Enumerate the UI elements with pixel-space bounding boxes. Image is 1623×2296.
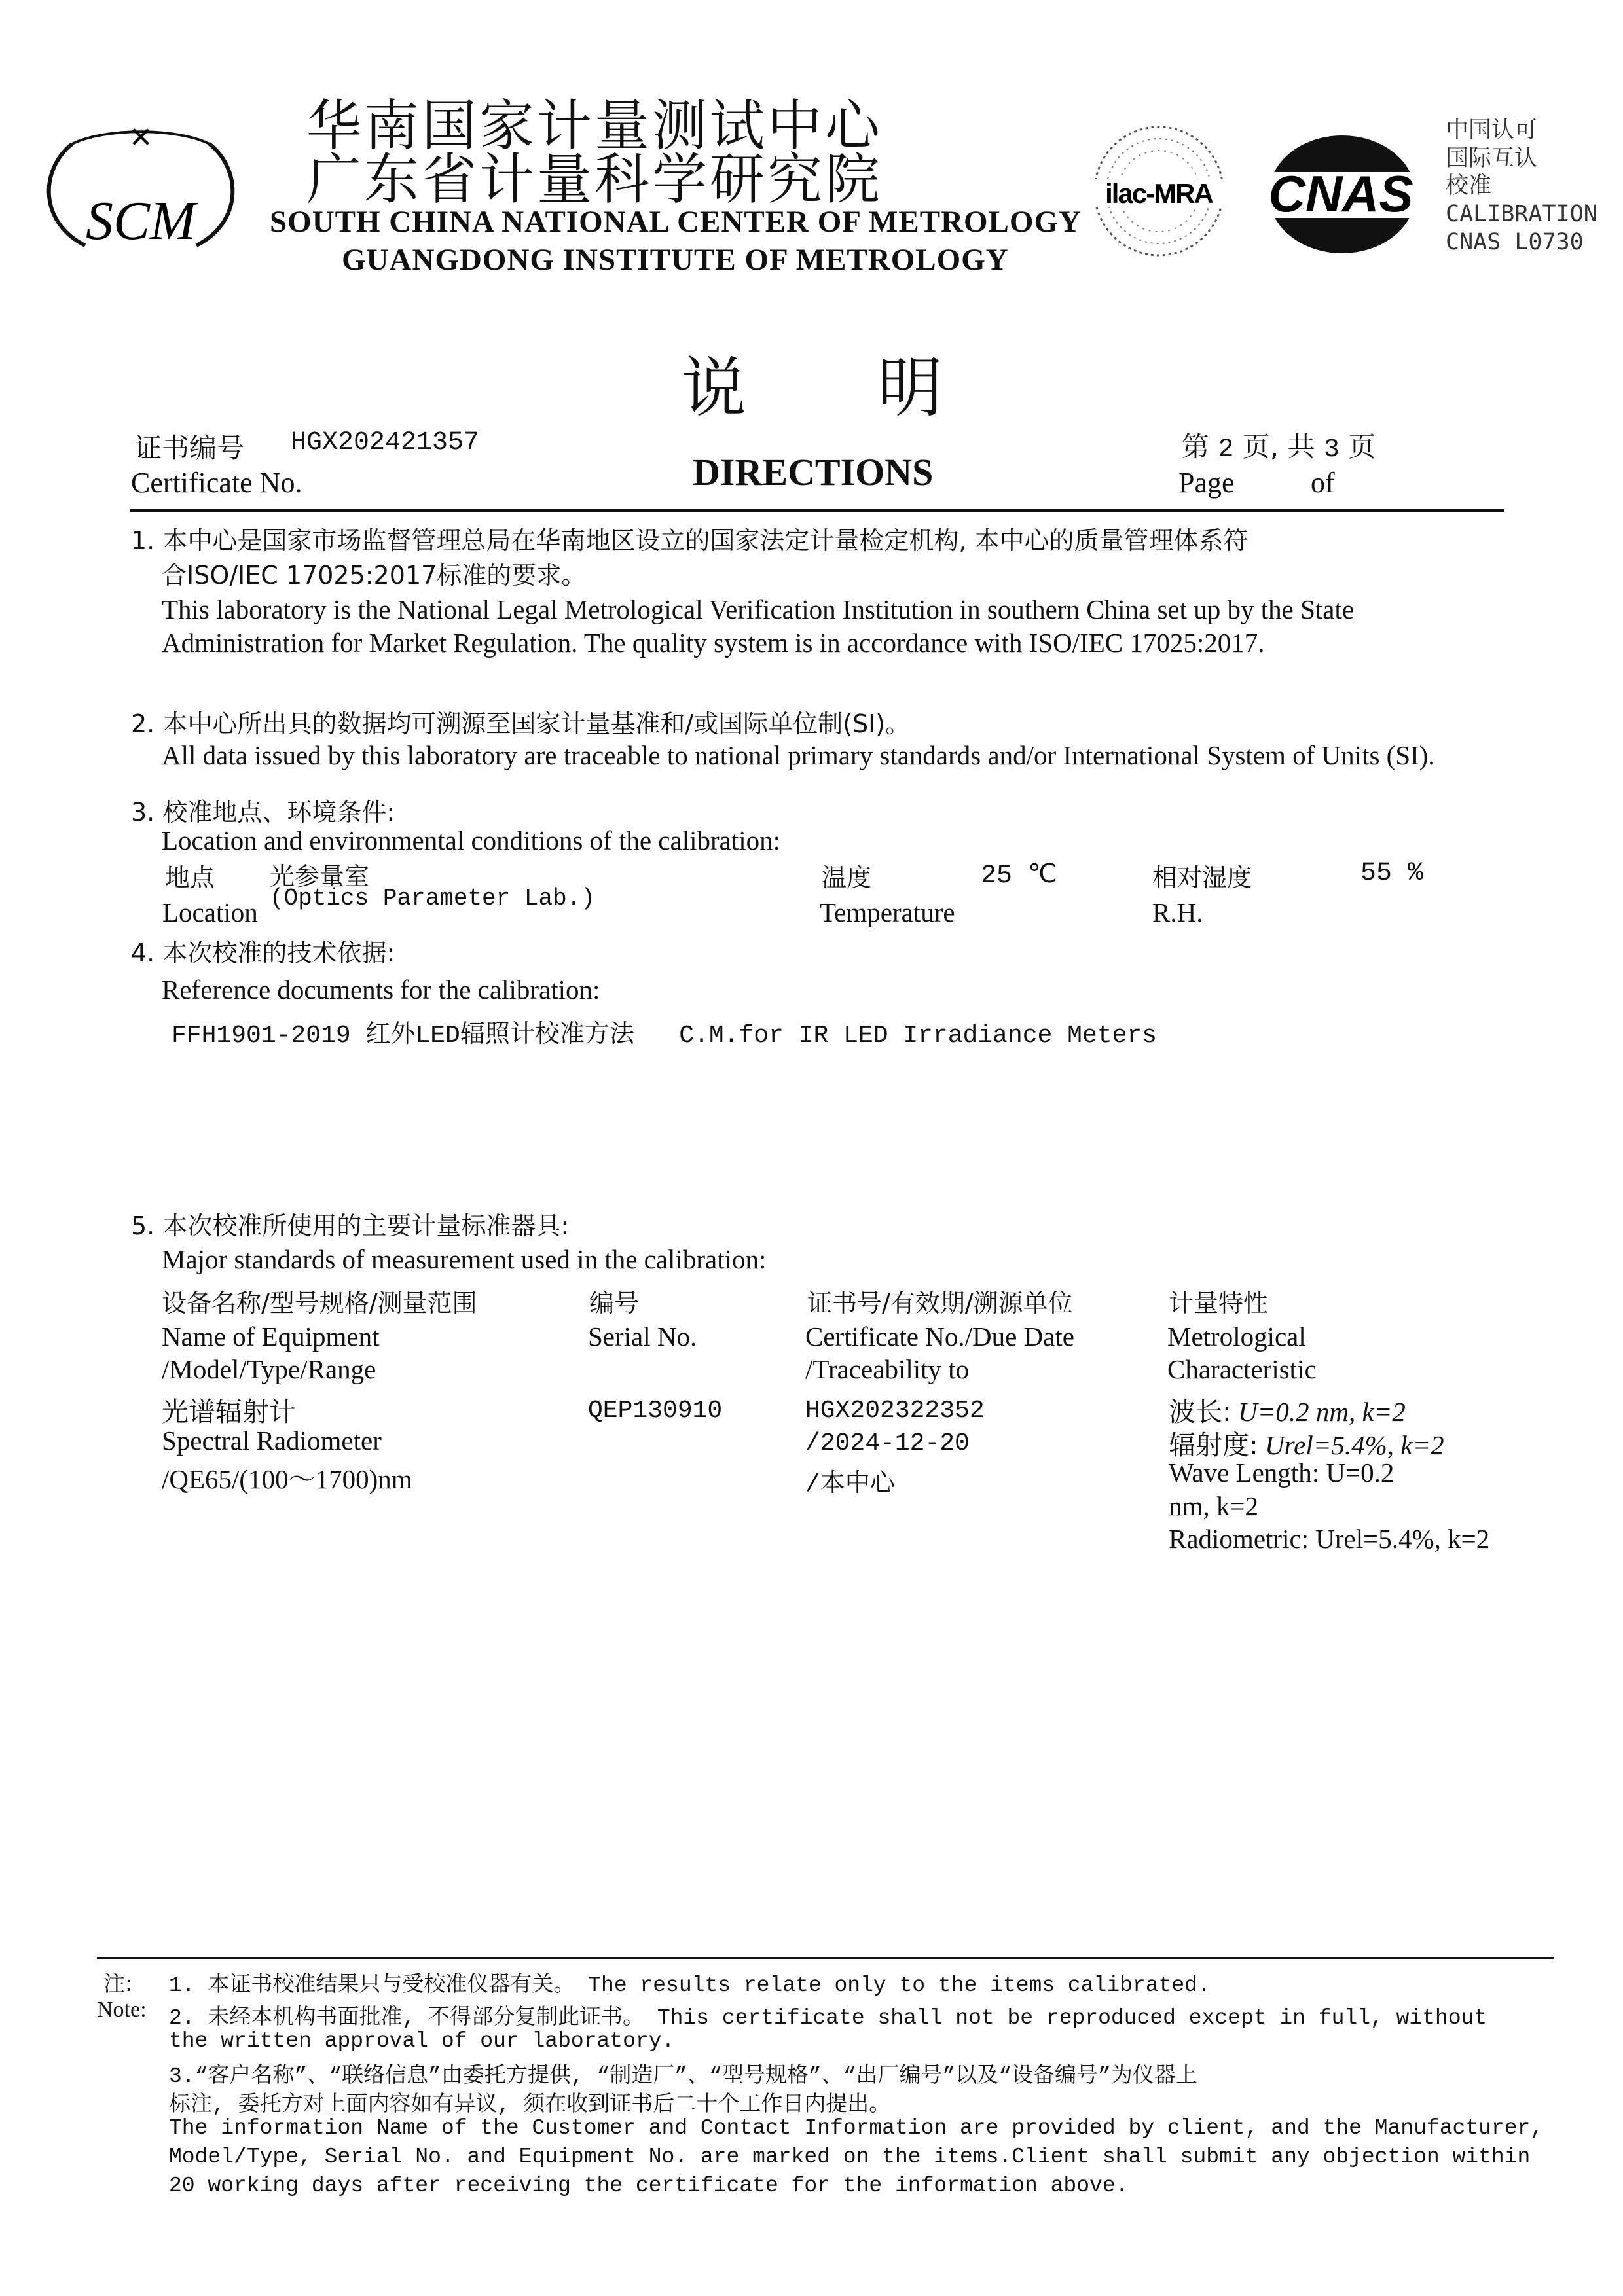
- characteristic-line-5: Radiometric: Urel=5.4%, k=2: [1169, 1524, 1490, 1554]
- of-label-en: of: [1311, 467, 1335, 499]
- cnas-line-2: 国际互认: [1446, 145, 1538, 171]
- temperature-label-zh: 温度: [822, 863, 872, 892]
- equipment-name-zh: 光谱辐射计: [162, 1396, 296, 1427]
- cnas-accreditation-text: [1446, 117, 1597, 256]
- location-value-zh: 光参量室: [270, 862, 370, 891]
- col-header-serial-en: Serial No.: [588, 1321, 697, 1352]
- certificate-number: HGX202322352: [805, 1397, 985, 1425]
- characteristic-line-3: Wave Length: U=0.2: [1169, 1458, 1395, 1488]
- location-label-en: Location: [162, 897, 258, 927]
- title-divider: [130, 509, 1504, 512]
- scm-logo-text: SCM: [86, 190, 196, 251]
- humidity-label-zh: 相对湿度: [1152, 863, 1252, 892]
- section-3-zh: 3. 校准地点、环境条件:: [131, 798, 395, 827]
- notes-label-en: Note:: [97, 1998, 147, 2022]
- col-header-equipment-en-2: /Model/Type/Range: [162, 1354, 376, 1384]
- cert-label-zh: 证书编号: [134, 432, 245, 464]
- equipment-name-en: Spectral Radiometer: [162, 1426, 382, 1456]
- col-header-characteristic-en-1: Metrological: [1167, 1321, 1306, 1352]
- ilac-mra-text: ilac-MRA: [1105, 178, 1213, 209]
- humidity-value: 55 %: [1360, 859, 1424, 888]
- svg-text:✕: ✕: [128, 121, 153, 154]
- cnas-logo: [1244, 121, 1434, 272]
- characteristic-2-value: Urel=5.4%, k=2: [1265, 1430, 1444, 1460]
- cnas-line-4: CALIBRATION: [1446, 201, 1597, 228]
- location-label-zh: 地点: [165, 863, 215, 892]
- page-current: 2: [1218, 435, 1234, 465]
- temperature-label-en: Temperature: [820, 897, 955, 927]
- characteristic-1-label: 波长:: [1169, 1396, 1231, 1427]
- cnas-line-5: CNAS L0730: [1446, 228, 1584, 255]
- page-label-1: 第: [1182, 431, 1210, 463]
- col-header-certificate-en-1: Certificate No./Due Date: [805, 1321, 1074, 1352]
- cert-number: HGX202421357: [291, 428, 480, 457]
- temperature-value: 25 ℃: [981, 861, 1057, 891]
- note-3-line-5: 20 working days after receiving the certificate for the information above.: [169, 2174, 1129, 2198]
- section-4-zh: 4. 本次校准的技术依据:: [131, 939, 395, 967]
- col-header-characteristic-zh: 计量特性: [1169, 1289, 1269, 1318]
- equipment-model-range: /QE65/(100～1700)nm: [162, 1464, 412, 1494]
- section-1-en-line-1: This laboratory is the National Legal Metrological Verification Institution in southern China set up by the State: [162, 594, 1355, 624]
- reference-document: FFH1901-2019 红外LED辐照计校准方法 C.M.for IR LED Irradiance Meters: [172, 1022, 1157, 1050]
- characteristic-line-4: nm, k=2: [1169, 1491, 1259, 1521]
- note-3-line-3: The information Name of the Customer and Contact Information are provided by client, and the Manufacturer,: [169, 2116, 1544, 2140]
- traceability: /本中心: [805, 1471, 895, 1499]
- section-1-en-line-2: Administration for Market Regulation. The quality system is in accordance with ISO/IEC 17025:2017.: [162, 628, 1265, 658]
- col-header-equipment-en-1: Name of Equipment: [162, 1321, 380, 1352]
- humidity-label-en: R.H.: [1152, 897, 1203, 927]
- note-2-continued: the written approval of our laboratory.: [169, 2029, 675, 2053]
- institute-name-en-2: GUANGDONG INSTITUTE OF METROLOGY: [342, 243, 1009, 277]
- characteristic-1-value: U=0.2 nm, k=2: [1238, 1397, 1406, 1427]
- page-title-zh: 说 明: [681, 350, 943, 426]
- note-3-line-4: Model/Type, Serial No. and Equipment No. are marked on the items.Client shall submit any objection within: [169, 2145, 1531, 2169]
- notes-divider: [97, 1957, 1554, 1959]
- note-3: 3.“客户名称”、“联络信息”由委托方提供, “制造厂”、“型号规格”、“出厂编号”以及“设备编号”为仪器上: [169, 2064, 1197, 2089]
- note-3-line-2: 标注, 委托方对上面内容如有异议, 须在收到证书后二十个工作日内提出。: [169, 2093, 891, 2117]
- location-value-en: (Optics Parameter Lab.): [270, 885, 595, 912]
- section-1-zh-line-1: 1. 本中心是国家市场监督管理总局在华南地区设立的国家法定计量检定机构, 本中心的质量管理体系符: [131, 526, 1249, 555]
- section-1-zh-line-2: 合ISO/IEC 17025:2017标准的要求。: [162, 561, 587, 590]
- section-5-en: Major standards of measurement used in the calibration:: [162, 1244, 767, 1274]
- characteristic-2-label: 辐射度:: [1169, 1429, 1258, 1461]
- page-title-en: DIRECTIONS: [693, 451, 934, 493]
- notes-label-zh: 注:: [103, 1971, 133, 1996]
- col-header-certificate-en-2: /Traceability to: [805, 1354, 970, 1384]
- col-header-serial-zh: 编号: [589, 1289, 640, 1318]
- ilac-mra-logo: [1087, 119, 1231, 263]
- page-total: 3: [1323, 435, 1340, 465]
- institute-name-en-1: SOUTH CHINA NATIONAL CENTER OF METROLOGY: [270, 205, 1082, 239]
- note-1: 1. 本证书校准结果只与受校准仪器有关。 The results relate only to the items calibrated.: [169, 1973, 1211, 1998]
- cert-label-en: Certificate No.: [131, 467, 302, 499]
- equipment-serial: QEP130910: [588, 1397, 723, 1425]
- section-4-en: Reference documents for the calibration:: [162, 975, 600, 1005]
- cnas-logo-text: CNAS: [1268, 165, 1413, 223]
- col-header-equipment-zh: 设备名称/型号规格/测量范围: [162, 1289, 477, 1318]
- page-label-2: 页, 共: [1242, 431, 1315, 463]
- institute-name-zh-1: 华南国家计量测试中心: [306, 94, 883, 158]
- section-2-zh: 2. 本中心所出具的数据均可溯源至国家计量基准和/或国际单位制(SI)。: [131, 709, 911, 738]
- section-3-en: Location and environmental conditions of the calibration:: [162, 825, 781, 855]
- page-info-zh: [1182, 425, 1376, 465]
- section-5-zh: 5. 本次校准所使用的主要计量标准器具:: [131, 1211, 570, 1240]
- cnas-line-3: 校准: [1446, 173, 1492, 200]
- col-header-certificate-zh: 证书号/有效期/溯源单位: [807, 1289, 1073, 1318]
- institute-name-zh-2: 广东省计量科学研究院: [306, 147, 883, 211]
- page-label-en: Page: [1178, 467, 1235, 499]
- page-label-3: 页: [1348, 431, 1376, 463]
- due-date: /2024-12-20: [805, 1429, 970, 1458]
- section-2-en: All data issued by this laboratory are traceable to national primary standards and/or International System of Units (SI).: [162, 740, 1435, 770]
- note-2: 2. 未经本机构书面批准, 不得部分复制此证书。 This certificate shall not be reproduced except in full, without: [169, 2006, 1487, 2030]
- col-header-characteristic-en-2: Characteristic: [1167, 1354, 1317, 1384]
- scm-logo: [26, 98, 255, 268]
- cnas-line-1: 中国认可: [1446, 117, 1538, 143]
